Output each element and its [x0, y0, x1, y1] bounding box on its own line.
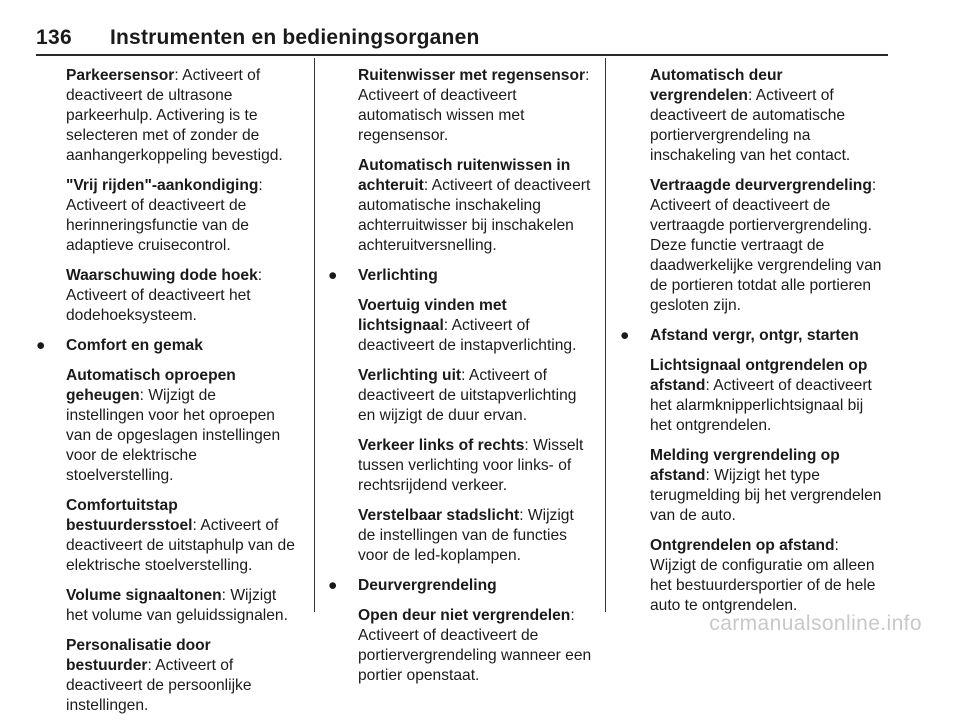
- section-heading: [620, 326, 888, 346]
- setting-description: : Wijzigt het volume van geluidssignalen.: [66, 587, 288, 624]
- setting-description: : Wisselt tussen verlichting voor links- of rechtsrijdend verkeer.: [358, 437, 584, 494]
- watermark: carmanualsonline.info: [709, 612, 922, 635]
- setting-term: Verlichting uit: [358, 367, 462, 384]
- setting-term: Automatisch deur vergrendelen: [650, 67, 783, 104]
- setting-term: Volume signaaltonen: [66, 587, 222, 604]
- setting-description: : Activeert of deactiveert de uitstapverlichting en wijzigt de duur ervan.: [358, 367, 577, 424]
- text-column-1: [36, 66, 298, 726]
- setting-term: Personalisatie door bestuurder: [66, 637, 211, 674]
- setting-entry: [620, 536, 888, 616]
- setting-description: : Wijzigt de instellingen voor het oproepen van de opgeslagen instellingen voor de elektrische stoelverstelling.: [66, 387, 281, 484]
- setting-entry: [36, 636, 298, 716]
- setting-entry: [36, 176, 298, 256]
- setting-description: : Activeert of deactiveert de vertraagde portiervergrendeling. Deze functie vertraagt de daadwerkelijke vergrendeling van de portieren totdat alle portieren gesloten zijn.: [650, 177, 882, 314]
- setting-description: : Activeert of deactiveert de uitstaphulp van de elektrische stoelverstelling.: [66, 517, 295, 574]
- setting-description: : Activeert of deactiveert automatisch wissen met regensensor.: [358, 67, 590, 144]
- section-heading: [328, 266, 594, 286]
- setting-description: : Activeert of deactiveert de portiervergrendeling wanneer een portier openstaat.: [358, 607, 592, 684]
- setting-term: Ontgrendelen op afstand: [650, 537, 835, 554]
- setting-description: : Activeert of deactiveert de ultrasone parkeerhulp. Activering is te selecteren met of zonder de aanhangerkoppeling bevestigd.: [66, 67, 283, 164]
- section-heading-label: Deurvergrendeling: [358, 577, 497, 594]
- setting-term: Vertraagde deurvergrendeling: [650, 177, 872, 194]
- setting-description: : Activeert of deactiveert de persoonlijke instellingen.: [66, 657, 252, 714]
- setting-entry: [328, 296, 594, 356]
- column-divider: [314, 58, 315, 612]
- setting-entry: [328, 606, 594, 686]
- setting-term: Automatisch ruitenwissen in achteruit: [358, 157, 571, 194]
- section-heading: [36, 336, 298, 356]
- section-heading-label: Afstand vergr, ontgr, starten: [650, 327, 859, 344]
- setting-entry: [620, 356, 888, 436]
- setting-term: Lichtsignaal ontgrendelen op afstand: [650, 357, 868, 394]
- page-title: Instrumenten en bedieningsorganen: [110, 26, 480, 49]
- setting-entry: [328, 156, 594, 256]
- section-heading: [328, 576, 594, 596]
- setting-entry: [328, 66, 594, 146]
- setting-entry: [328, 366, 594, 426]
- bullet-icon: ●: [36, 337, 46, 354]
- setting-entry: [620, 176, 888, 316]
- text-column-2: [328, 66, 594, 696]
- setting-description: : Wijzigt het type terugmelding bij het vergrendelen van de auto.: [650, 467, 882, 524]
- setting-entry: [328, 506, 594, 566]
- setting-entry: [328, 436, 594, 496]
- text-column-3: [620, 66, 888, 626]
- setting-term: Melding vergrendeling op afstand: [650, 447, 840, 484]
- setting-entry: [620, 446, 888, 526]
- setting-description: : Activeert of deactiveert automatische inschakeling achterruitwisser bij inschakelen achteruitversnelling.: [358, 177, 591, 254]
- setting-entry: [36, 366, 298, 486]
- setting-term: Automatisch oproepen geheugen: [66, 367, 236, 404]
- page-header: [36, 26, 888, 52]
- setting-description: : Wijzigt de configuratie om alleen het bestuurdersportier of de hele auto te ontgrendelen.: [650, 537, 876, 614]
- setting-description: : Activeert of deactiveert het alarmknipperlichtsignaal bij het ontgrendelen.: [650, 377, 872, 434]
- setting-term: Parkeersensor: [66, 67, 175, 84]
- setting-description: : Wijzigt de instellingen van de functies voor de led-koplampen.: [358, 507, 574, 564]
- setting-description: : Activeert of deactiveert de herinneringsfunctie van de adaptieve cruisecontrol.: [66, 177, 263, 254]
- header-rule: [36, 54, 888, 56]
- setting-term: Verkeer links of rechts: [358, 437, 525, 454]
- setting-description: : Activeert of deactiveert de automatische portiervergrendeling na inschakeling van het contact.: [650, 87, 851, 164]
- section-heading-label: Verlichting: [358, 267, 438, 284]
- setting-term: Open deur niet vergrendelen: [358, 607, 571, 624]
- setting-entry: [36, 66, 298, 166]
- setting-term: Verstelbaar stadslicht: [358, 507, 520, 524]
- bullet-icon: ●: [328, 577, 338, 594]
- page-number: 136: [36, 26, 72, 49]
- section-heading-label: Comfort en gemak: [66, 337, 203, 354]
- setting-term: Comfortuitstap bestuurdersstoel: [66, 497, 193, 534]
- setting-entry: [36, 586, 298, 626]
- setting-term: Ruitenwisser met regensensor: [358, 67, 586, 84]
- setting-term: Voertuig vinden met lichtsignaal: [358, 297, 507, 334]
- setting-entry: [620, 66, 888, 166]
- setting-entry: [36, 266, 298, 326]
- bullet-icon: ●: [620, 327, 630, 344]
- setting-description: : Activeert of deactiveert het dodehoeksysteem.: [66, 267, 263, 324]
- bullet-icon: ●: [328, 267, 338, 284]
- setting-description: : Activeert of deactiveert de instapverlichting.: [358, 317, 577, 354]
- setting-entry: [36, 496, 298, 576]
- column-divider: [605, 58, 606, 612]
- setting-term: "Vrij rijden"-aankondiging: [66, 177, 259, 194]
- setting-term: Waarschuwing dode hoek: [66, 267, 258, 284]
